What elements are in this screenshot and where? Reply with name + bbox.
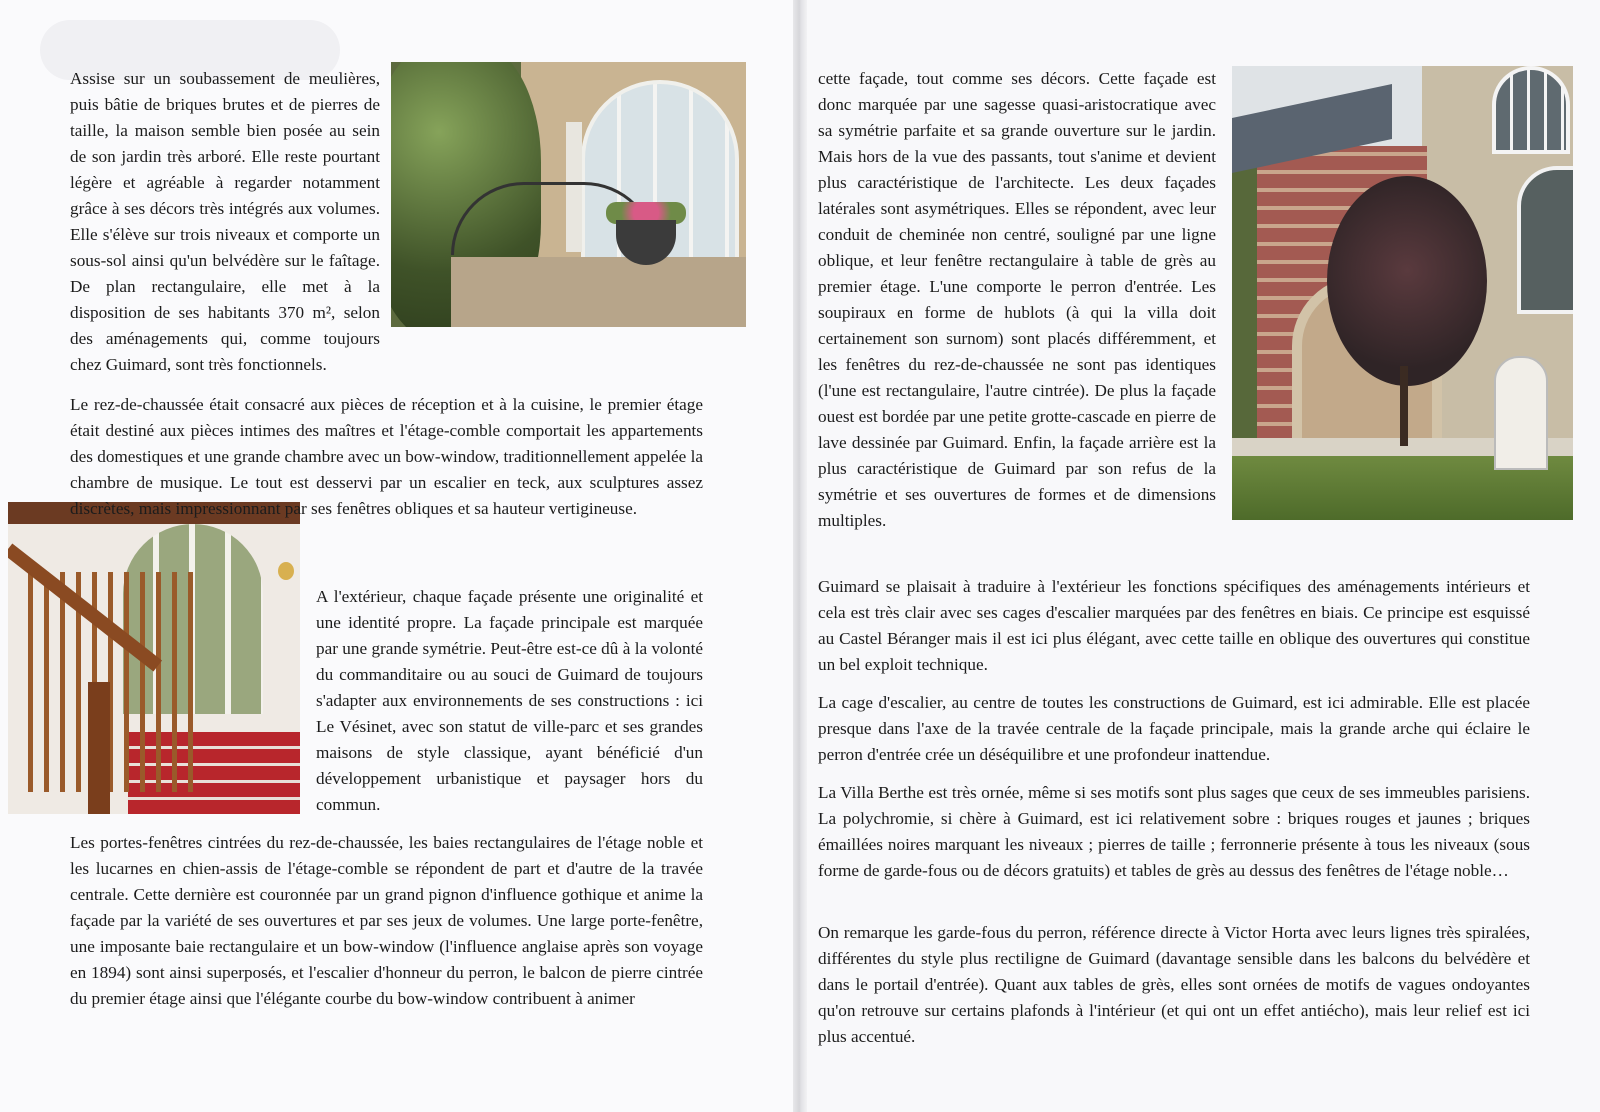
left-paragraph-2: Le rez-de-chaussée était consacré aux pièces de réception et à la cuisine, le premier étage était destiné aux pièces intimes des maîtres et l'étage-comble comportait les appartements des domestiques et une grande chambre avec un bow-window, traditionnellement appelée la chambre de musique. Le tout est desservi par un escalier en teck, aux sculptures assez discrètes, mais impressionnant par ses fenêtres obliques et sa hauteur vertigineuse. bbox=[70, 395, 703, 518]
left-paragraph-4: Les portes-fenêtres cintrées du rez-de-chaussée, les baies rectangulaires de l'étage noble et les lucarnes en chien-assis de l'étage-comble se répondent de part et d'autre de la travée centrale. Cette dernière est couronnée par un grand pignon d'influence gothique et anime la façade par la variété de ses ouvertures et par ses jeux de volumes. Une large porte-fenêtre, une imposante baie rectangulaire et un bow-window (l'influence anglaise après son voyage en 1894) sont ainsi superposés, et l'escalier d'honneur du perron, le balcon de pierre cintrée du premier étage ainsi que l'élégante courbe du bow-window contribuent à animer bbox=[70, 833, 703, 1008]
porch-photo bbox=[391, 62, 746, 327]
right-paragraph-2: Guimard se plaisait à traduire à l'extérieur les fonctions spécifiques des aménagements intérieurs et cela est très clair avec ses cages d'escalier marquées par des fenêtres en biais. Ce principe est esquissé au Castel Béranger mais il est ici plus élégant, avec cette taille en oblique des ouvertures qui constitue un bel exploit technique. bbox=[818, 577, 1530, 674]
villa-facade-photo bbox=[1232, 66, 1573, 520]
right-para-5 bbox=[818, 920, 1530, 1060]
left-paragraph-3: A l'extérieur, chaque façade présente une originalité et une identité propre. La façade principale est marquée par une grande symétrie. Peut-être est-ce dû à la volonté du commanditaire ou au souci de Guimard de toujours s'adapter aux environnements de ses constructions : ici Le Vésinet, avec son statut de ville-parc et ses grandes maisons de style classique, ayant bénéficié d'un développement urbanistique et paysager hors du commun. bbox=[316, 587, 703, 814]
page-gutter bbox=[793, 0, 807, 1112]
staircase-photo bbox=[8, 502, 300, 814]
left-para-3 bbox=[316, 584, 703, 828]
left-para-2 bbox=[70, 392, 703, 532]
right-para-1 bbox=[818, 66, 1216, 544]
right-paragraph-5: On remarque les garde-fous du perron, référence directe à Victor Horta avec leurs lignes très spiralées, différentes du style plus rectiligne de Guimard (davantage sensible dans les balcons du belvédère et dans le portail d'entrée). Quant aux tables de grès, elles sont ornées de motifs de vagues ondoyantes qu'on retrouve sur certains plafonds à l'intérieur (et qui ont un effet antiécho), mais leur relief est ici plus accentué. bbox=[818, 923, 1530, 1046]
right-paragraph-1: cette façade, tout comme ses décors. Cette façade est donc marquée par une sagesse quasi-aristocratique avec sa symétrie parfaite et sa grande ouverture sur le jardin. Mais hors de la vue des passants, tout s'anime et devient plus caractéristique de l'architecte. Les deux façades latérales sont asymétriques. Elles se répondent, avec leur conduit de cheminée non centré, souligné par une ligne oblique, et leur fenêtre rectangulaire à table de grès au premier étage. L'une comporte le perron d'entrée. Les soupiraux en forme de hublots (à qui la villa doit certainement son surnom) sont placés différemment, et les fenêtres du rez-de-chaussée ne sont pas identiques (l'une est rectangulaire, l'autre cintrée). De plus la façade ouest est bordée par une petite grotte-cascade en pierre de lave dessinée par Guimard. Enfin, la façade arrière est la plus caractéristique de Guimard par son refus de la symétrie et ses ouvertures de formes et de dimensions multiples. bbox=[818, 69, 1216, 530]
right-para-3 bbox=[818, 690, 1530, 778]
right-para-4 bbox=[818, 780, 1530, 894]
left-para-1 bbox=[70, 66, 380, 388]
right-para-2 bbox=[818, 574, 1530, 688]
right-paragraph-4: La Villa Berthe est très ornée, même si ses motifs sont plus sages que ceux de ses immeubles parisiens. La polychromie, si chère à Guimard, est ici relativement sobre : briques rouges et jaunes ; briques émaillées noires marquant les niveaux ; pierres de taille ; ferronnerie présente à tous les niveaux (sous forme de garde-fous ou de décors gratuits) et tables de grès au dessus des fenêtres de l'étage noble… bbox=[818, 783, 1530, 880]
left-para-4 bbox=[70, 830, 703, 1022]
right-paragraph-3: La cage d'escalier, au centre de toutes les constructions de Guimard, est ici admirable. Elle est placée presque dans l'axe de la travée centrale de la façade principale, mais la grande arche qui éclaire le perron d'entrée crée un déséquilibre et une profondeur inattendue. bbox=[818, 693, 1530, 764]
left-paragraph-1: Assise sur un soubassement de meulières, puis bâtie de briques brutes et de pierres de taille, la maison semble bien posée au sein de son jardin très arboré. Elle reste pourtant légère et agréable à regarder notamment grâce à ses décors très intégrés aux volumes. Elle s'élève sur trois niveaux et comporte un sous-sol ainsi qu'un belvédère sur le faîtage. De plan rectangulaire, elle met à la disposition de ses habitants 370 m², selon des aménagements qui, comme toujours chez Guimard, sont très fonctionnels. bbox=[70, 69, 380, 374]
